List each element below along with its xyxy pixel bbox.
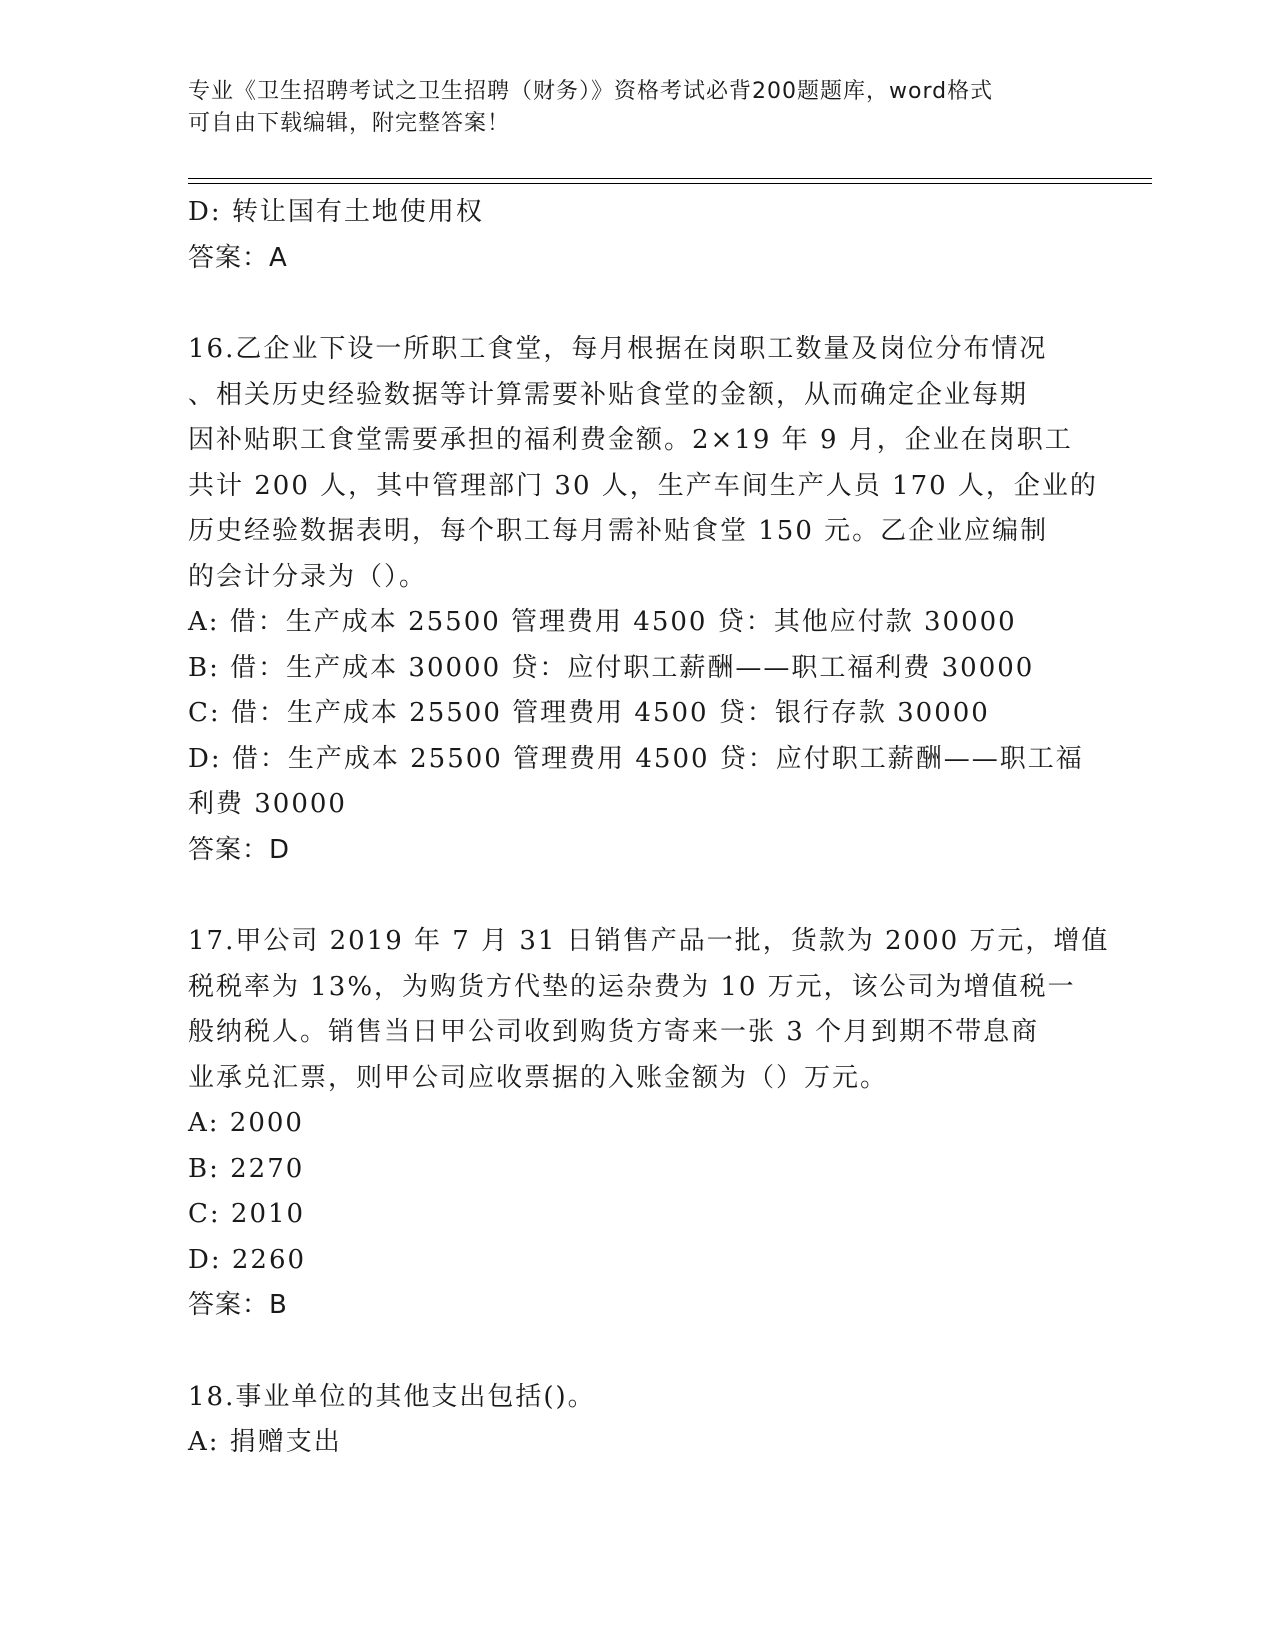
header-line-2: 可自由下载编辑，附完整答案！ bbox=[188, 111, 511, 136]
q16-answer: 答案：D bbox=[188, 834, 291, 865]
q17-option-d: D: 2260 bbox=[188, 1244, 307, 1275]
q16-option-c: C: 借：生产成本 25500 管理费用 4500 贷：银行存款 30000 bbox=[188, 698, 990, 728]
question-17 bbox=[188, 919, 1110, 1329]
q18-option-a: A: 捐赠支出 bbox=[188, 1427, 342, 1457]
q16-stem-line: 、相关历史经验数据等计算需要补贴食堂的金额，从而确定企业每期 bbox=[188, 379, 1029, 410]
header-rule-top bbox=[188, 178, 1152, 179]
q18-stem: 18.事业单位的其他支出包括()。 bbox=[188, 1381, 596, 1412]
header-line-1: 专业《卫生招聘考试之卫生招聘（财务）》资格考试必背200题题库，word格式 bbox=[188, 79, 994, 104]
q17-option-b: B: 2270 bbox=[188, 1153, 305, 1184]
q17-stem-line: 般纳税人。销售当日甲公司收到购货方寄来一张 3 个月到期不带息商 bbox=[188, 1017, 1040, 1047]
question-16 bbox=[188, 327, 1098, 873]
q17-option-c: C: 2010 bbox=[188, 1199, 306, 1229]
q17-stem-line: 税税率为 13%，为购货方代垫的运杂费为 10 万元，该公司为增值税一 bbox=[188, 971, 1076, 1002]
q16-stem-line: 共计 200 人，其中管理部门 30 人，生产车间生产人员 170 人，企业的 bbox=[188, 470, 1098, 501]
document-body bbox=[188, 190, 1110, 1466]
q15-answer: 答案：A bbox=[188, 242, 288, 273]
q16-stem-line: 历史经验数据表明，每个职工每月需补贴食堂 150 元。乙企业应编制 bbox=[188, 516, 1049, 546]
q15-option-d: D: 转让国有土地使用权 bbox=[188, 197, 484, 227]
q17-option-a: A: 2000 bbox=[188, 1108, 304, 1138]
q16-stem-line: 16.乙企业下设一所职工食堂，每月根据在岗职工数量及岗位分布情况 bbox=[188, 334, 1048, 364]
q17-stem-line: 17.甲公司 2019 年 7 月 31 日销售产品一批，货款为 2000 万元，增值 bbox=[188, 926, 1110, 956]
spacer bbox=[188, 873, 1088, 919]
header-rule-bottom bbox=[188, 183, 1152, 184]
q16-stem-line: 的会计分录为（）。 bbox=[188, 561, 428, 592]
q16-option-d-line: 利费 30000 bbox=[188, 789, 347, 819]
q17-answer: 答案：B bbox=[188, 1290, 288, 1320]
q16-option-d-line: D: 借：生产成本 25500 管理费用 4500 贷：应付职工薪酬——职工福 bbox=[188, 743, 1084, 774]
spacer bbox=[188, 281, 1088, 327]
question-18 bbox=[188, 1375, 1088, 1466]
spacer bbox=[188, 1329, 1088, 1375]
q16-option-b: B: 借：生产成本 30000 贷：应付职工薪酬——职工福利费 30000 bbox=[188, 652, 1035, 683]
q16-stem-line: 因补贴职工食堂需要承担的福利费金额。2×19 年 9 月，企业在岗职工 bbox=[188, 425, 1073, 455]
document-header bbox=[188, 76, 1088, 140]
q16-option-a: A: 借：生产成本 25500 管理费用 4500 贷：其他应付款 30000 bbox=[188, 607, 1017, 637]
q17-stem-line: 业承兑汇票，则甲公司应收票据的入账金额为（）万元。 bbox=[188, 1062, 889, 1093]
